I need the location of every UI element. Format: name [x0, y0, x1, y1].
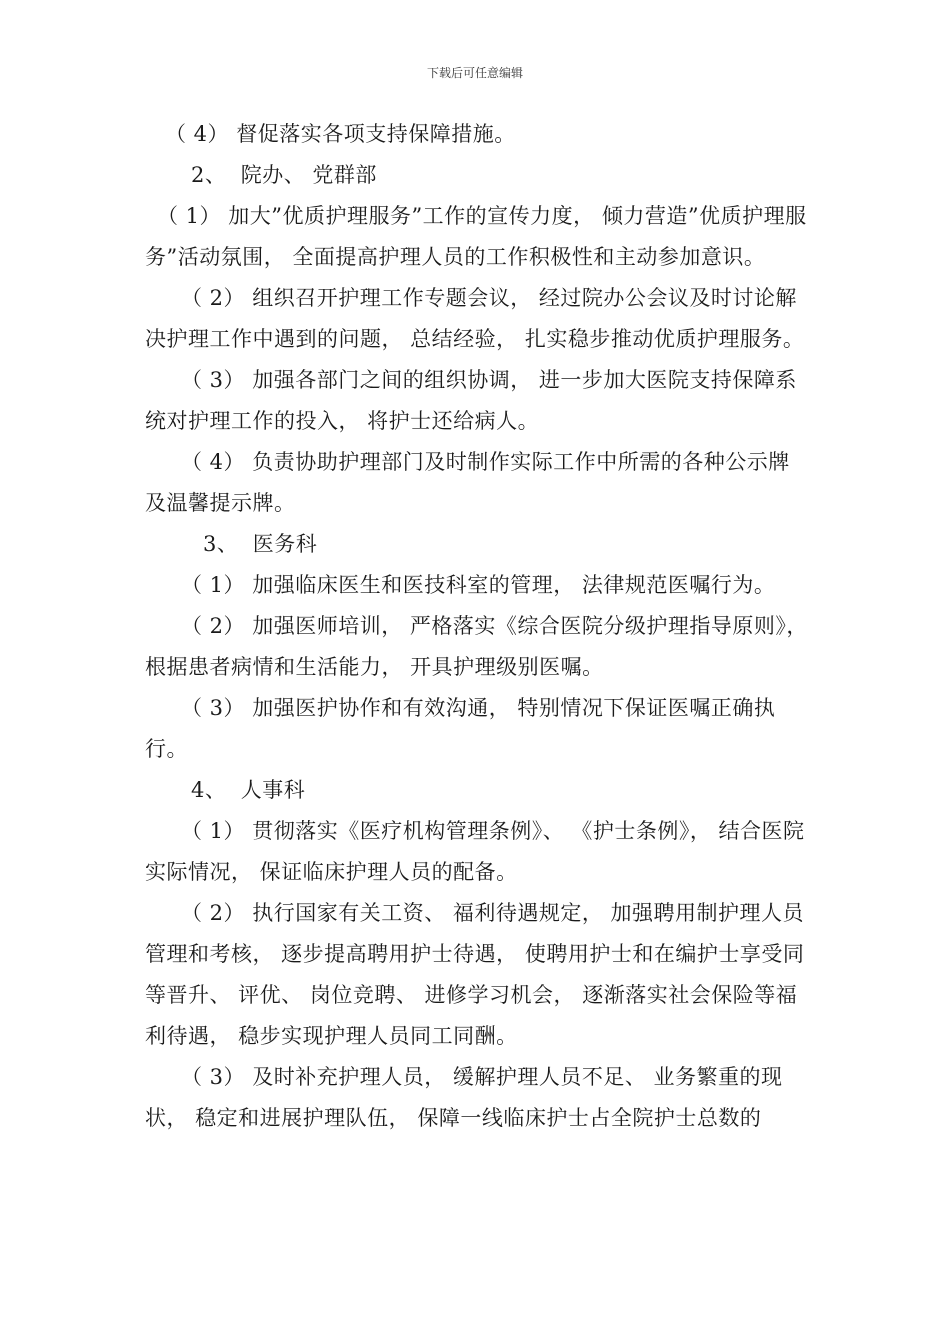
paragraph-item-4b: （ 4） 负责协助护理部门及时制作实际工作中所需的各种公示牌及温馨提示牌。: [145, 450, 790, 515]
paragraph-item-2c: （ 2） 执行国家有关工资、 福利待遇规定， 加强聘用制护理人员管理和考核， 逐步提高聘用护士待遇， 使聘用护士和在编护士享受同等晋升、 评优、 岗位竞聘、 进修学习机会， 逐渐落实社会保险等福利待遇， 稳步实现护理人员同工同酬。: [145, 901, 805, 1048]
paragraph-item-1b: （ 1） 加强临床医生和医技科室的管理， 法律规范医嘱行为。: [181, 573, 776, 597]
paragraph-item-3b: （ 3） 加强医护协作和有效沟通， 特别情况下保证医嘱正确执行。: [145, 696, 776, 761]
section-heading-3: 3、 医务科: [203, 532, 318, 556]
page-header: 下载后可任意编辑: [426, 66, 523, 80]
section-heading-4: 4、 人事科: [191, 778, 306, 802]
section-heading-2: 2、 院办、 党群部: [191, 163, 377, 187]
paragraph-item-2b: （ 2） 加强医师培训， 严格落实《综合医院分级护理指导原则》， 根据患者病情和生活能力， 开具护理级别医嘱。: [145, 614, 816, 679]
document-body: [145, 114, 816, 1139]
paragraph-item-1c: （ 1） 贯彻落实《医疗机构管理条例》、 《护士条例》， 结合医院实际情况， 保证临床护理人员的配备。: [145, 819, 805, 884]
paragraph-item-4: （ 4） 督促落实各项支持保障措施。: [165, 122, 516, 146]
paragraph-item-3: （ 3） 加强各部门之间的组织协调， 进一步加大医院支持保障系统对护理工作的投入， 将护士还给病人。: [145, 368, 797, 433]
paragraph-item-2: （ 2） 组织召开护理工作专题会议， 经过院办公会议及时讨论解决护理工作中遇到的问题， 总结经验， 扎实稳步推动优质护理服务。: [145, 286, 805, 351]
paragraph-item-3c: （ 3） 及时补充护理人员， 缓解护理人员不足、 业务繁重的现状， 稳定和进展护理队伍， 保障一线临床护士占全院护士总数的: [145, 1065, 783, 1130]
paragraph-item-1: （ 1） 加大”优质护理服务”工作的宣传力度， 倾力营造”优质护理服务”活动氛围， 全面提高护理人员的工作积极性和主动参加意识。: [145, 204, 807, 269]
